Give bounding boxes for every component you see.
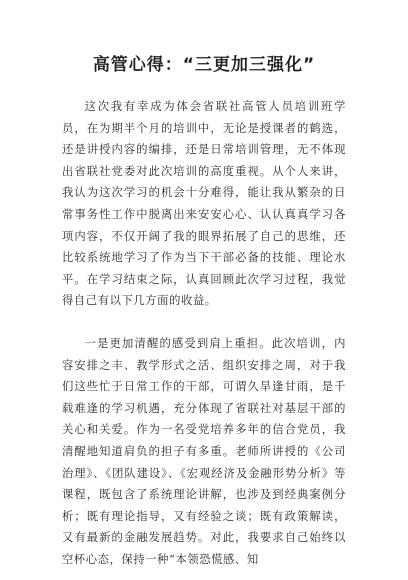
- paragraph-intro: 这次我有幸成为体会省联社高管人员培训班学员，在为期半个月的培训中，无论是授课者的鹤选，还是讲授内容的编排，还是日常培训管理，无不体现出省联社党委对此次培训的高度重视。从个人来讲，我认为这次学习的机会十分难得，能让我从繁杂的日常事务性工作中脱离出来安安心心、认认真真学习各项内容，不仅开阔了我的眼界拓展了自己的思维，还比较系统地学习了作为当下干部必备的技能、理论水平。在学习结束之际，认真回顾此次学习过程，我觉得自己有以下几方面的收益。: [62, 100, 346, 308]
- document-title: 高管心得：“三更加三强化”: [92, 55, 316, 75]
- document-body: [62, 96, 346, 570]
- paragraph-point-one: 一是更加清醒的感受到肩上重担。此次培训，内容安排之丰、教学形式之活、组织安排之周，对于我们这些忙于日常工作的干部，可谓久旱逢甘雨，是千载难逢的学习机遇，充分体现了省联社对基层干部的关心和关爱。作为一名受党培养多年的信合党员，我清醒地知道肩负的担子有多重。老师所讲授的《公司治理》、《团队建设》、《宏观经济及金融形势分析》等课程，既包含了系统理论讲解，也涉及到经典案例分析；既有理论指导，又有经验之谈；既有政策解读，又有最新的金融发展趋势。对此，我要求自己始终以空杯心态，保持一种“本领恐慌感、知: [62, 336, 346, 566]
